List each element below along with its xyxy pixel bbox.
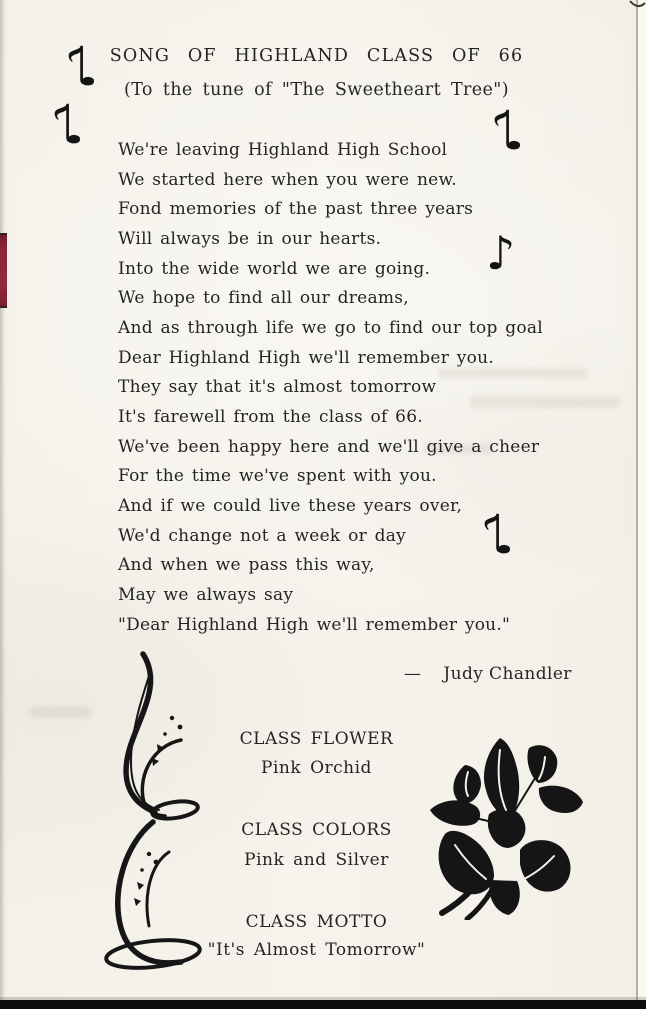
section-heading-class-motto: CLASS MOTTO [245,912,388,932]
lyric-line: "Dear Highland High we'll remember you." [118,614,511,635]
scan-bottom-bar [0,1000,646,1009]
lyric-line: Dear Highland High we'll remember you. [118,347,494,368]
red-binding-strip [0,233,7,308]
attribution [404,664,572,684]
music-note-icon: ♪ [486,226,516,280]
song-lyrics [118,136,558,640]
lyric-line: We started here when you were new. [118,169,457,190]
section-value-class-motto: "It's Almost Tomorrow" [207,940,426,960]
lyric-line: May we always say [118,584,294,605]
lyric-line: We're leaving Highland High School [118,140,448,160]
section-heading-class-flower: CLASS FLOWER [239,729,394,749]
section-value-class-flower: Pink Orchid [261,758,372,778]
orchid-illustration [420,730,590,920]
lyric-line: Fond memories of the past three years [118,199,474,220]
page-subtitle: (To the tune of "The Sweetheart Tree") [123,80,509,100]
lyric-line: And when we pass this way, [118,555,375,576]
music-note-icon: ♪ [480,503,515,566]
music-note-icon: ♪ [490,99,525,162]
lyric-line: And if we could live these years over, [118,495,463,516]
lyric-line: Into the wide world we are going. [118,258,431,279]
lyric-line: We hope to find all our dreams, [118,288,409,309]
lyric-line: And as through life we go to find our top goal [118,317,543,338]
corner-notch-mark [628,0,646,12]
page-title: SONG OF HIGHLAND CLASS OF 66 [109,46,524,66]
lyric-line: Will always be in our hearts. [118,228,382,249]
lyric-line: We've been happy here and we'll give a cheer [118,436,540,457]
lyric-line: It's farewell from the class of 66. [118,406,423,427]
section-value-class-colors: Pink and Silver [244,850,389,870]
attribution-dash: — [404,664,422,684]
lyric-line: For the time we've spent with you. [118,466,437,487]
lyric-line: We'd change not a week or day [118,525,406,546]
section-heading-class-colors: CLASS COLORS [241,820,392,840]
bleed-through-smudge [30,706,90,718]
music-note-icon: ♪ [64,35,99,98]
music-note-icon: ♪ [50,93,85,156]
page-edge-margin [638,0,646,1001]
attribution-name: Judy Chandler [443,664,572,684]
lyric-line: They say that it's almost tomorrow [118,377,437,398]
